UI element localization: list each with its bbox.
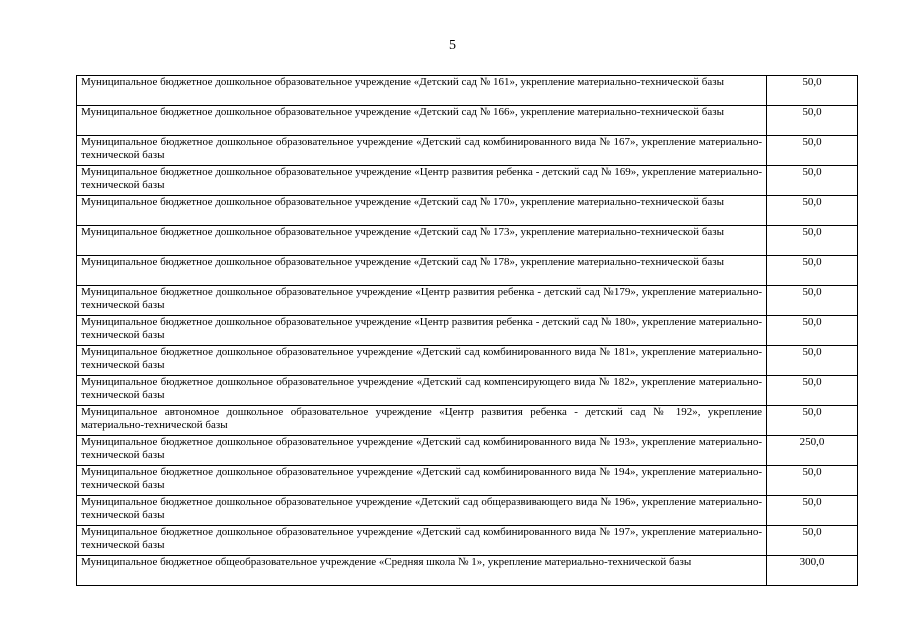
row-amount: 50,0 — [767, 196, 858, 226]
table-row — [77, 346, 858, 376]
row-description: Муниципальное бюджетное дошкольное образовательное учреждение «Детский сад общеразвивающего вида № 196», укрепление материально-технической базы — [77, 496, 767, 526]
table-row — [77, 376, 858, 406]
row-amount: 50,0 — [767, 496, 858, 526]
table-row — [77, 496, 858, 526]
table-row — [77, 256, 858, 286]
page-number: 5 — [449, 38, 456, 53]
table-row — [77, 196, 858, 226]
row-description: Муниципальное бюджетное общеобразовательное учреждение «Средняя школа № 1», укрепление материально-технической базы — [77, 556, 767, 586]
row-description: Муниципальное бюджетное дошкольное образовательное учреждение «Центр развития ребенка - детский сад № 169», укрепление материально-технической базы — [77, 166, 767, 196]
row-description: Муниципальное бюджетное дошкольное образовательное учреждение «Детский сад компенсирующего вида № 182», укрепление материально-технической базы — [77, 376, 767, 406]
row-description: Муниципальное бюджетное дошкольное образовательное учреждение «Детский сад комбинированного вида № 194», укрепление материально-технической базы — [77, 466, 767, 496]
row-description: Муниципальное бюджетное дошкольное образовательное учреждение «Детский сад комбинированного вида № 181», укрепление материально-технической базы — [77, 346, 767, 376]
table-row — [77, 316, 858, 346]
row-amount: 300,0 — [767, 556, 858, 586]
row-amount: 50,0 — [767, 76, 858, 106]
row-description: Муниципальное бюджетное дошкольное образовательное учреждение «Детский сад № 178», укрепление материально-технической базы — [77, 256, 767, 286]
row-amount: 50,0 — [767, 106, 858, 136]
row-amount: 50,0 — [767, 226, 858, 256]
table-row — [77, 556, 858, 586]
table-row — [77, 466, 858, 496]
row-description: Муниципальное бюджетное дошкольное образовательное учреждение «Детский сад комбинированного вида № 167», укрепление материально-технической базы — [77, 136, 767, 166]
row-description: Муниципальное бюджетное дошкольное образовательное учреждение «Детский сад комбинированного вида № 193», укрепление материально-технической базы — [77, 436, 767, 466]
row-amount: 50,0 — [767, 316, 858, 346]
table-row — [77, 436, 858, 466]
row-amount: 250,0 — [767, 436, 858, 466]
row-description: Муниципальное бюджетное дошкольное образовательное учреждение «Детский сад № 173», укрепление материально-технической базы — [77, 226, 767, 256]
row-description: Муниципальное автономное дошкольное образовательное учреждение «Центр развития ребенка - детский сад № 192», укрепление материально-технической базы — [77, 406, 767, 436]
table-row — [77, 226, 858, 256]
table-row — [77, 406, 858, 436]
allocation-table — [76, 75, 858, 586]
row-amount: 50,0 — [767, 136, 858, 166]
row-description: Муниципальное бюджетное дошкольное образовательное учреждение «Детский сад № 161», укрепление материально-технической базы — [77, 76, 767, 106]
row-amount: 50,0 — [767, 166, 858, 196]
row-amount: 50,0 — [767, 526, 858, 556]
table-row — [77, 136, 858, 166]
row-amount: 50,0 — [767, 406, 858, 436]
row-description: Муниципальное бюджетное дошкольное образовательное учреждение «Детский сад № 166», укрепление материально-технической базы — [77, 106, 767, 136]
table-row — [77, 106, 858, 136]
row-amount: 50,0 — [767, 346, 858, 376]
table-row — [77, 526, 858, 556]
table-row — [77, 166, 858, 196]
row-description: Муниципальное бюджетное дошкольное образовательное учреждение «Детский сад комбинированного вида № 197», укрепление материально-технической базы — [77, 526, 767, 556]
row-amount: 50,0 — [767, 256, 858, 286]
row-description: Муниципальное бюджетное дошкольное образовательное учреждение «Центр развития ребенка - детский сад № 180», укрепление материально-технической базы — [77, 316, 767, 346]
row-description: Муниципальное бюджетное дошкольное образовательное учреждение «Центр развития ребенка - детский сад №179», укрепление материально-технической базы — [77, 286, 767, 316]
row-amount: 50,0 — [767, 376, 858, 406]
row-amount: 50,0 — [767, 466, 858, 496]
table-row — [77, 76, 858, 106]
table-row — [77, 286, 858, 316]
row-description: Муниципальное бюджетное дошкольное образовательное учреждение «Детский сад № 170», укрепление материально-технической базы — [77, 196, 767, 226]
row-amount: 50,0 — [767, 286, 858, 316]
